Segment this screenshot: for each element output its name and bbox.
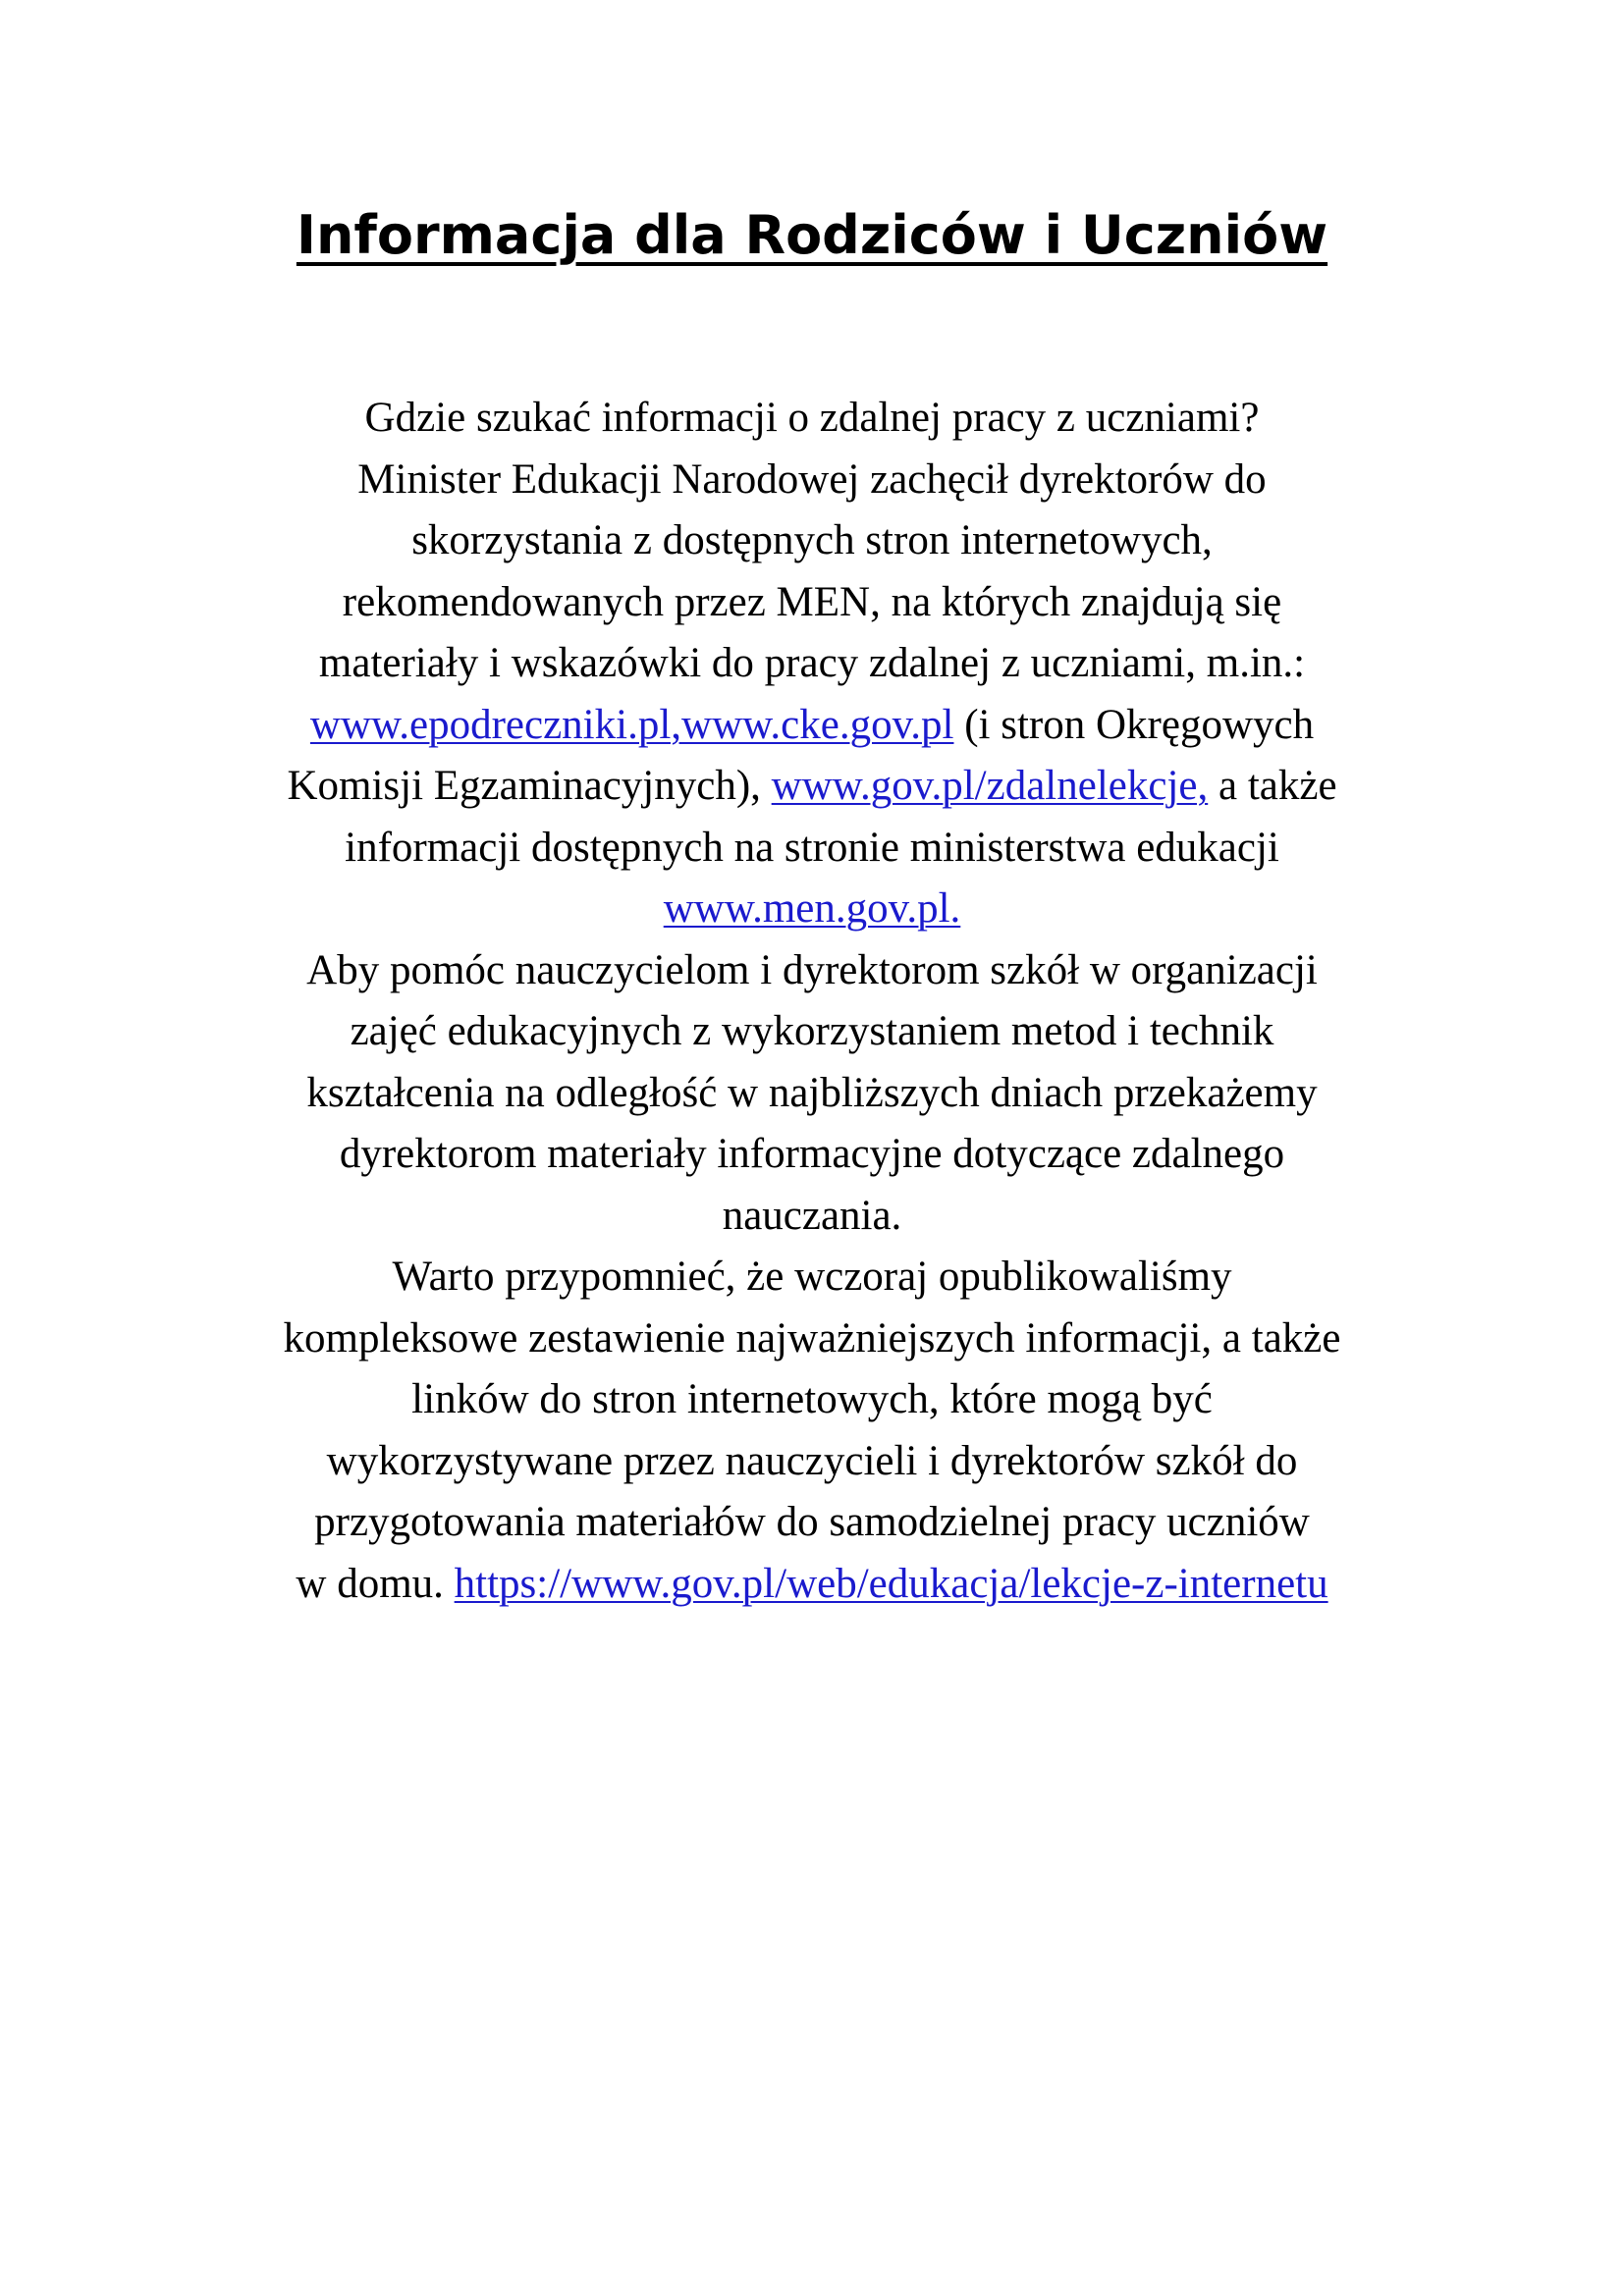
text-segment: Komisji Egzaminacyjnych),	[287, 763, 772, 809]
text-line: zajęć edukacyjnych z wykorzystaniem metod i technik	[350, 1008, 1274, 1054]
epodreczniki-cke-link[interactable]: www.epodreczniki.pl,www.cke.gov.pl	[309, 701, 954, 748]
text-line	[167, 695, 1457, 757]
text-segment: a także	[1208, 763, 1337, 809]
text-segment: w domu.	[296, 1560, 455, 1607]
lekcje-z-internetu-link[interactable]: https://www.gov.pl/web/edukacja/lekcje-z-internetu	[454, 1560, 1328, 1607]
text-line: dyrektorom materiały informacyjne dotyczące zdalnego	[339, 1131, 1285, 1177]
text-line: linków do stron internetowych, które mogą być	[411, 1376, 1213, 1422]
text-line: materiały i wskazówki do pracy zdalnej z uczniami, m.in.:	[318, 640, 1306, 686]
text-line	[167, 1554, 1457, 1616]
text-line: informacji dostępnych na stronie ministerstwa edukacji	[345, 824, 1279, 871]
text-line: przygotowania materiałów do samodzielnej pracy uczniów	[314, 1499, 1310, 1545]
text-line: wykorzystywane przez nauczycieli i dyrektorów szkół do	[326, 1437, 1298, 1484]
text-line: Aby pomóc nauczycielom i dyrektorom szkół w organizacji	[306, 946, 1318, 993]
text-line: Minister Edukacji Narodowej zachęcił dyrektorów do	[357, 455, 1267, 503]
text-line: kompleksowe zestawienie najważniejszych informacji, a także	[283, 1314, 1341, 1362]
text-line	[167, 879, 1457, 940]
text-line: rekomendowanych przez MEN, na których znajdują się	[342, 578, 1282, 625]
text-line: nauczania.	[722, 1192, 902, 1239]
body-text	[167, 388, 1457, 1615]
text-line: skorzystania z dostępnych stron internetowych,	[411, 517, 1213, 563]
men-link[interactable]: www.men.gov.pl.	[663, 885, 961, 932]
zdalnelekcje-link[interactable]: www.gov.pl/zdalnelekcje,	[771, 763, 1209, 809]
text-segment: (i stron Okręgowych	[953, 701, 1315, 748]
page-title: Informacja dla Rodziców i Uczniów	[296, 204, 1328, 266]
text-line: Warto przypomnieć, że wczoraj opublikowaliśmy	[392, 1254, 1232, 1300]
text-line	[167, 756, 1457, 818]
text-line: Gdzie szukać informacji o zdalnej pracy z uczniami?	[364, 395, 1260, 441]
text-line: kształcenia na odległość w najbliższych dniach przekażemy	[306, 1069, 1318, 1116]
